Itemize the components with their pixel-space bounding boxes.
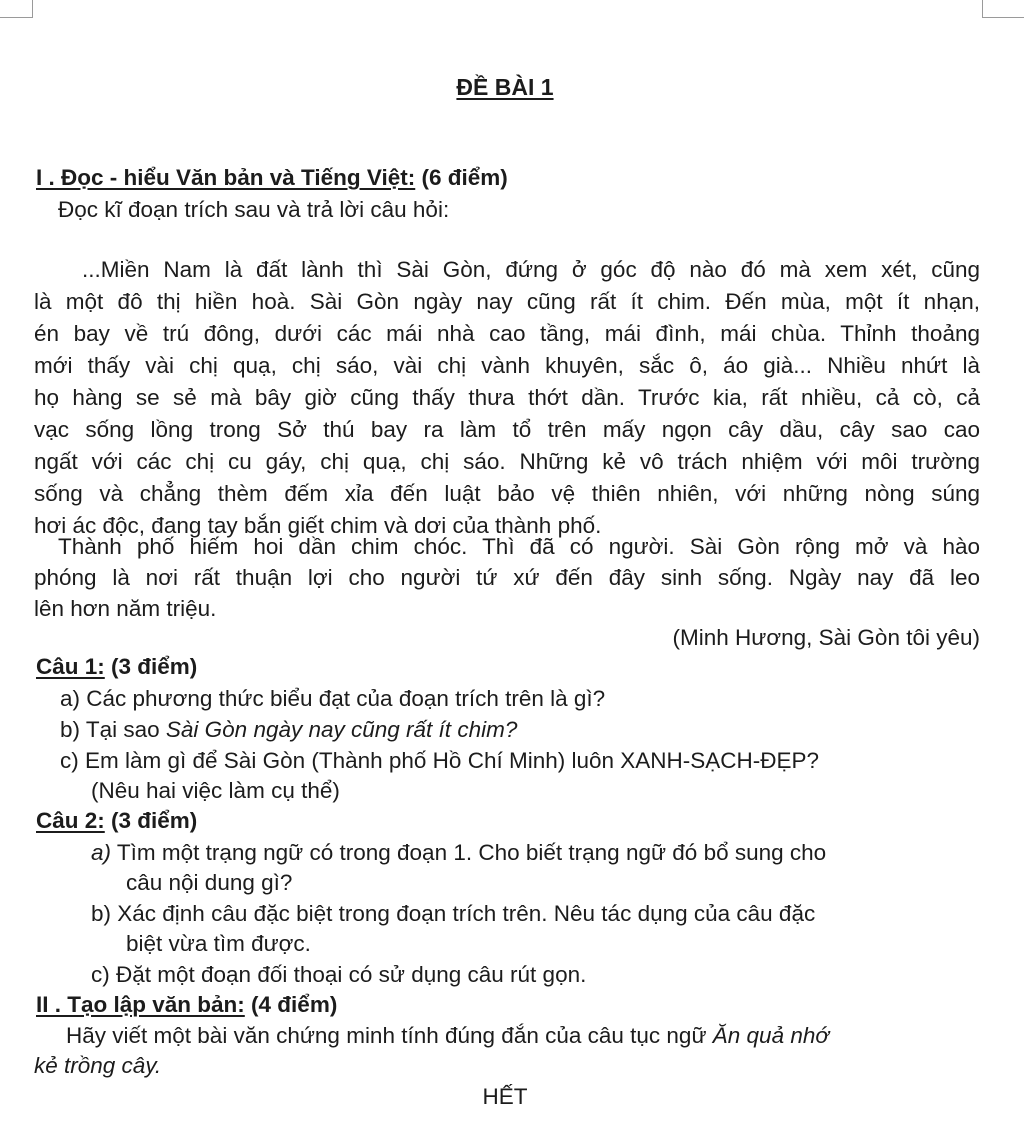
question2-heading [36,806,197,836]
question1-item-b [60,715,517,745]
passage-line: ngất với các chị cu gáy, chị quạ, chị sáo. Những kẻ vô trách nhiệm với môi trường [34,449,980,474]
section2-prompt-line1 [66,1021,829,1051]
question1-item-c: c) Em làm gì để Sài Gòn (Thành phố Hồ Chí Minh) luôn XANH-SẠCH-ĐẸP? [60,748,820,773]
question2-item-a-text: Tìm một trạng ngữ có trong đoạn 1. Cho biết trạng ngữ đó bổ sung cho [111,840,827,865]
question2-item-b: b) Xác định câu đặc biệt trong đoạn trích trên. Nêu tác dụng của câu đặc [91,901,816,926]
passage-line: phóng là nơi rất thuận lợi cho người tứ xứ đến đây sinh sống. Ngày nay đã leo [34,565,980,590]
section1-heading-text: I . Đọc - hiểu Văn bản và Tiếng Việt: [36,165,416,190]
crop-mark-top-right [982,0,983,18]
passage-line: hơi ác độc, đang tay bắn giết chim và dơi của thành phố. [34,513,602,538]
question1-item-b-prefix: b) Tại sao [60,717,166,742]
passage-line: vạc sống lồng trong Sở thú bay ra làm tổ trên mấy ngọn cây dầu, cây sao cao [34,417,980,442]
question1-heading [36,652,197,682]
question2-item-a-prefix: a) [91,840,112,865]
passage-line: mới thấy vài chị quạ, chị sáo, vài chị vành khuyên, sắc ô, áo già... Nhiều nhứt là [34,353,980,378]
question2-item-a-continued: câu nội dung gì? [126,870,293,895]
question1-points: (3 điểm) [104,654,198,679]
crop-mark-top-left-horizontal [0,17,33,18]
exam-title: ĐỀ BÀI 1 [456,74,554,100]
section1-heading [36,163,508,193]
passage-line: là một đô thị hiền hoà. Sài Gòn ngày nay cũng rất ít chim. Đến mùa, một ít nhạn, [34,289,980,314]
section2-heading-text: II . Tạo lập văn bản: [36,992,245,1017]
section2-heading-points: (4 điểm) [244,992,338,1017]
question1-item-a: a) Các phương thức biểu đạt của đoạn trích trên là gì? [60,686,606,711]
section2-heading [36,990,337,1020]
passage-line: lên hơn năm triệu. [34,596,217,621]
passage-line: Thành phố hiếm hoi dần chim chóc. Thì đã có người. Sài Gòn rộng mở và hào [58,534,980,559]
passage-line: ...Miền Nam là đất lành thì Sài Gòn, đứng ở góc độ nào đó mà xem xét, cũng [82,257,980,282]
end-marker: HẾT [482,1084,528,1109]
crop-mark-top-left [32,0,33,18]
section2-proverb-end: kẻ trồng cây. [34,1053,162,1078]
passage-line: én bay về trú đông, dưới các mái nhà cao tầng, mái đình, mái chùa. Thỉnh thoảng [34,321,980,346]
question1-label: Câu 1: [36,654,105,679]
passage-line: sống và chẳng thèm đếm xỉa đến luật bảo vệ thiên nhiên, với những nòng súng [34,481,980,506]
section1-heading-points: (6 điểm) [415,165,508,190]
question2-item-c: c) Đặt một đoạn đối thoại có sử dụng câu rút gọn. [91,962,587,987]
question1-item-b-italic: Sài Gòn ngày nay cũng rất ít chim? [165,717,518,742]
section2-prompt-text: Hãy viết một bài văn chứng minh tính đúng đắn của câu tục ngữ [66,1023,713,1048]
section1-instruction: Đọc kĩ đoạn trích sau và trả lời câu hỏi: [58,197,450,222]
section2-proverb-start: Ăn quả nhớ [712,1023,829,1048]
question2-item-a [91,838,826,868]
passage-source: (Minh Hương, Sài Gòn tôi yêu) [672,625,980,650]
question2-points: (3 điểm) [104,808,198,833]
passage-line: họ hàng se sẻ mà bây giờ cũng thấy thưa thớt dần. Trước kia, rất nhiều, cả cò, cả [34,385,980,410]
crop-mark-top-right-horizontal [982,17,1024,18]
question1-item-c-note: (Nêu hai việc làm cụ thể) [91,778,340,803]
question2-label: Câu 2: [36,808,105,833]
question2-item-b-continued: biệt vừa tìm được. [126,931,311,956]
